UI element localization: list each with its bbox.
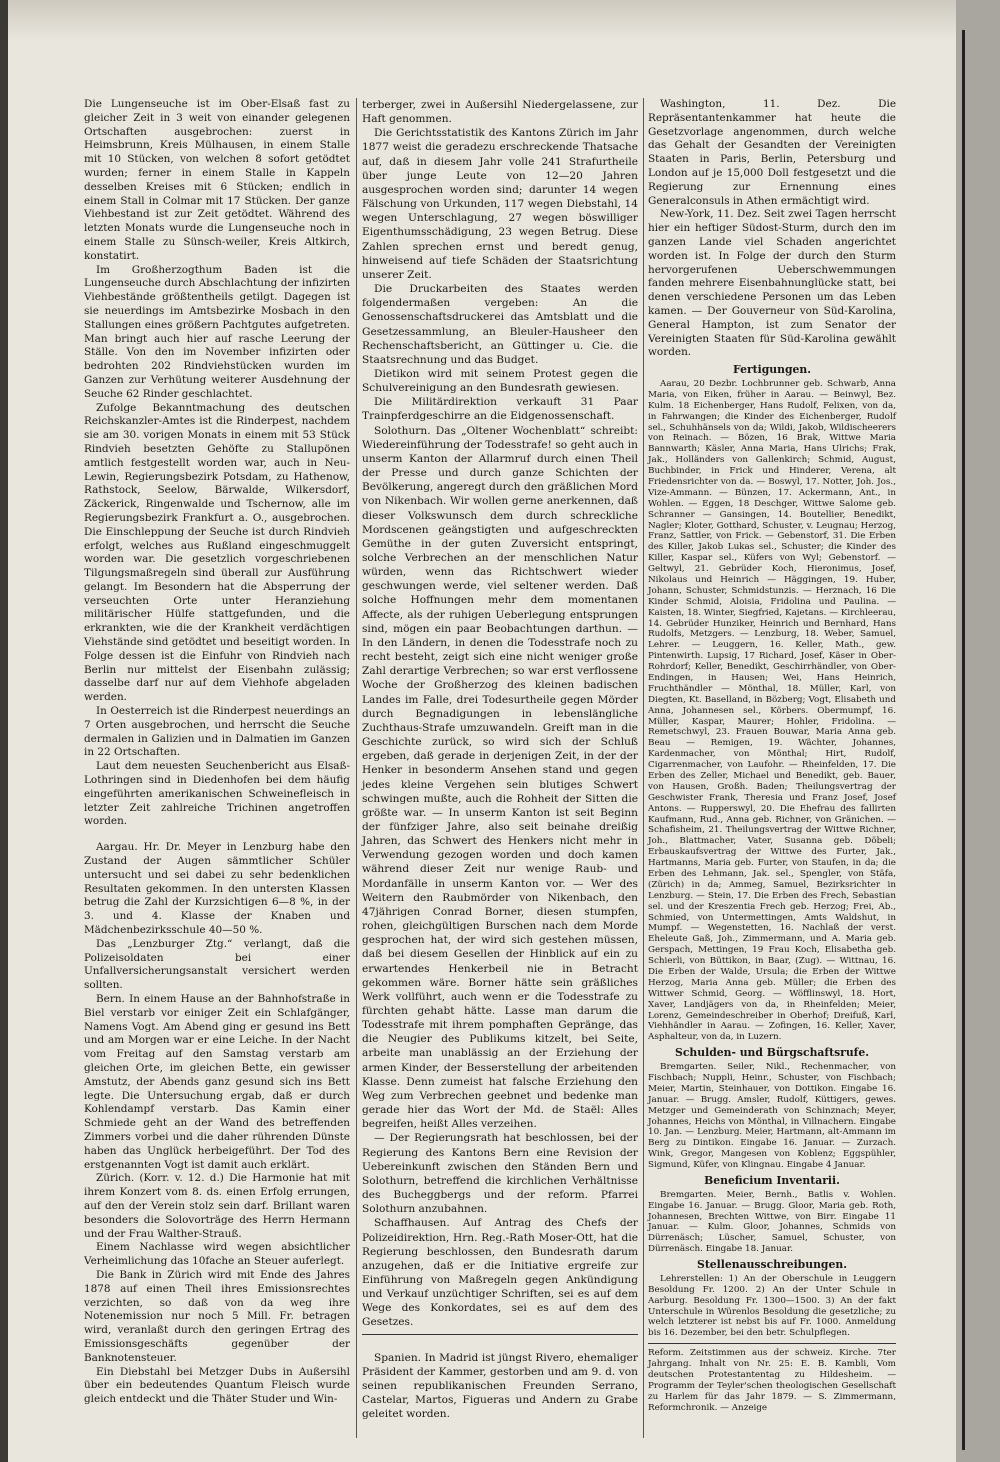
notice-text: Lehrerstellen: 1) An der Oberschule in Leuggern Besoldung Fr. 1200. 2) An der Unter Schule in Aarburg. Besoldung Fr. 1300—1500. 3) An der fakt Unterschule in Würenlos Besoldung die gesetzliche; zu welch letzterer ist nebst bis auf Fr. 1000. Anmeldung bis 16. Dezember, bei den betr. Schulpflegen. [648, 1273, 896, 1339]
article-paragraph: terberger, zwei in Außersihl Niedergelassene, zur Haft genommen. [362, 99, 638, 126]
article-paragraph: Einem Nachlasse wird wegen absichtlicher Verheimlichung das 10fache an Steuer auferlegt. [84, 1241, 350, 1268]
spacer [84, 829, 350, 841]
article-paragraph: Washington, 11. Dez. Die Repräsentantenkammer hat heute die Gesetzvorlage angenommen, durch welche das Gehalt der Gesandten der Vereinigten Staaten in Paris, Berlin, Petersburg und London auf je 15,000 Doll festgesetzt und die Regierung zur Ernennung eines Generalconsuls in Athen ermächtigt wird. [648, 98, 896, 207]
page-border-rule [962, 30, 965, 1450]
article-paragraph: Schaffhausen. Auf Antrag des Chefs der Polizeidirektion, Hrn. Reg.-Rath Moser-Ott, hat die Regierung beschlossen, den Bundesrath darum anzugehen, daß er die Initiative ergreife zur Einführung von Maßregeln gegen Ankündigung und Verkauf unzüchtiger Schriften, sei es auf dem Wege des Konkordates, sei es auf dem des Gesetzes. [362, 1217, 638, 1329]
article-paragraph: Bern. In einem Hause an der Bahnhofstraße in Biel verstarb vor einiger Zeit ein Schlafgänger, Namens Vogt. Am Abend ging er gesund ins Bett und am Morgen war er eine Leiche. In der Nacht vom Freitag auf den Samstag verstarb am gleichen Orte, im gleichen Bette, ein gewisser Amstutz, der Abends ganz gesund sich ins Bett legte. Die Untersuchung ergab, daß er durch Kohlendampf verstarb. Das Kamin einer Schmiede geht an der Wand des betreffenden Zimmers vorbei und die daher rührenden Dünste haben das Unglück herbeigeführt. Der Tod des erstgenannten Vogt ist damit auch erklärt. [84, 993, 350, 1171]
article-paragraph: Die Lungenseuche ist im Ober-Elsaß fast zu gleicher Zeit in 3 weit von einander gelegenen Ortschaften ausgebrochen: zuerst in Heimsbrunn, Kreis Mülhausen, in einem Stalle mit 10 Stücken, von welchen 8 sofort getödtet wurden; ferner in einem Stalle in Kappeln desselben Kreises mit 6 Stücken; endlich in einem Stall in Colmar mit 17 Stücken. Der ganze Viehbestand ist zur Zeit getödtet. Während des letzten Monats wurde die Lungenseuche noch in einem Stalle zu Sünsch-weiler, Kreis Altkirch, konstatirt. [84, 98, 350, 262]
article-paragraph: — Der Regierungsrath hat beschlossen, bei der Regierung des Kantons Bern eine Revision der Uebereinkunft zwischen den Ständen Bern und Solothurn, betreffend die kirchlichen Verhältnisse des Bucheggbergs und der reform. Pfarrei Solothurn anzubahnen. [362, 1132, 638, 1216]
article-paragraph: Ein Diebstahl bei Metzger Dubs in Außersihl über ein bedeutendes Quantum Fleisch wurde gleich entdeckt und die Thäter Studer und Win- [84, 1365, 350, 1406]
advertisement-text: Reform. Zeitstimmen aus der schweiz. Kirche. 7ter Jahrgang. Inhalt von Nr. 25: E. B. Kambli, Vom deutschen Protestantentag zu Hildesheim. — Programm der Teyler'schen theologischen Gesellschaft zu Harlem für das Jahr 1879. — S. Zimmermann, Reformchronik. — Anzeige [648, 1348, 896, 1413]
article-paragraph: Aargau. Hr. Dr. Meyer in Lenzburg habe den Zustand der Augen sämmtlicher Schüler untersucht und sei dabei zu sehr bedenklichen Resultaten gekommen. In den untersten Klassen betrug die Zahl der Kurzsichtigen 6—8 %, in der 3. und 4. Klasse der Knaben und Mädchenbezirksschule 40—50 %. [84, 841, 350, 937]
article-paragraph: Laut dem neuesten Seuchenbericht aus Elsaß-Lothringen sind in Diedenhofen bei dem häufig eingeführten amerikanischen Schweinefleisch in letzter Zeit zahlreiche Trichinen angetroffen worden. [84, 760, 350, 828]
article-paragraph: Dietikon wird mit seinem Protest gegen die Schulvereinigung an den Bundesrath gewiesen. [362, 367, 638, 395]
article-paragraph: Die Gerichtsstatistik des Kantons Zürich im Jahr 1877 weist die geradezu erschreckende Thatsache auf, daß in diesem Jahr volle 241 Strafurtheile über junge Leute von 12—20 Jahren ausgesprochen worden sind; darunter 14 wegen Fälschung von Urkunden, 117 wegen Diebstahl, 14 wegen Unterschlagung, 27 wegen böswilliger Eigenthumsschädigung, 23 wegen Betrug. Diese Zahlen sprechen ernst und beredt genug, hinweisend auf tiefe Schäden der Staatsrichtung unserer Zeit. [362, 127, 638, 281]
article-paragraph: Die Druckarbeiten des Staates werden folgendermaßen vergeben: An die Genossenschaftsdruckerei das Amtsblatt und die Gesetzessammlung, an Bleuler-Hausheer den Rechenschaftsbericht, an Güttinger u. Cie. die Staatsrechnung und das Budget. [362, 283, 638, 366]
article-paragraph: Die Militärdirektion verkauft 31 Paar Trainpferdgeschirre an die Eidgenossenschaft. [362, 396, 638, 423]
article-paragraph: Im Großherzogthum Baden ist die Lungenseuche durch Abschlachtung der infizirten Viehbestände größtentheils getilgt. Dagegen ist sie neuerdings im Amtsbezirke Mosbach in den Stallungen eines größern Pachtgutes aufgetreten. Man bringt auch hier auf rasche Leerung der Ställe. Von den im November infizirten oder bedrohten 202 Rindviehstücken wurden im Ganzen zur Verhütung weiterer Ausdehnung der Seuche 62 Rinder geschlachtet. [84, 263, 350, 400]
spacer [362, 1339, 638, 1351]
page-top-shadow [8, 0, 956, 40]
article-paragraph: Die Bank in Zürich wird mit Ende des Jahres 1878 auf einen Theil ihres Emissionsrechtes verzichten, so daß von da weg ihre Notenemission nur noch 5 Mill. Fr. betragen wird, veranlaßt durch den geringen Ertrag des Emissionsgeschäfts gegenüber der Banknotensteuer. [84, 1268, 350, 1364]
column-1 [84, 98, 350, 1407]
article-paragraph: New-York, 11. Dez. Seit zwei Tagen herrscht hier ein heftiger Südost-Sturm, durch den im ganzen Lande viel Schaden angerichtet worden ist. In Folge der durch den Sturm hervorgerufenen Ueberschwemmungen fanden mehrere Eisenbahnunglücke statt, bei denen verschiedene Personen um das Leben kamen. — Der Gouverneur von Süd-Karolina, General Hampton, ist zum Senator der Vereinigten Staaten für Süd-Karolina gewählt worden. [648, 208, 896, 359]
article-paragraph: Solothurn. Das „Oltener Wochenblatt“ schreibt: Wiedereinführung der Todesstrafe! so geht auch in unserm Kanton der Allarmruf durch einen Theil der Presse und durch ganze Schichten der Bevölkerung, angeregt durch den gräßlichen Mord von Nikenbach. Wir wollen gerne anerkennen, daß dieser Volkswunsch dem durch schreckliche Mordscenen geängstigten und aufgeschreckten Gemüthe in der guten Zuversicht entspringt, solche Verbrechen an der menschlichen Natur würden, wenn das Richtschwert wieder geschwungen werde, viel seltener werden. Daß solche Hoffnungen mehr dem momentanen Affecte, als der ruhigen Ueberlegung entsprungen sind, mögen ein paar Beobachtungen darthun. — In den Ländern, in denen die Todesstrafe noch zu recht besteht, zeigt sich eine nicht weniger große Zahl derartige Verbrechen; so war erst verflossene Woche der Großherzog des kleinen badischen Landes im Falle, drei Todesurtheile gegen Mörder durch Begnadigungen in lebenslängliche Zuchthaus-Strafe umzuwandeln. Greift man in die Geschichte zurück, so wird sich der Schluß ergeben, daß gerade in derjenigen Zeit, in der der Henker in besonderm Ansehen stand und gegen jedes kleine Vergehen sein blutiges Schwert schwingen mußte, auch die Rohheit der Sitten die größte war. — In unserm Kanton ist seit Beginn der fünfziger Jahre, also seit beinahe dreißig Jahren, das Schwert des Henkers nicht mehr in Verwendung gezogen worden und doch kamen während dieser Zeit nur wenige Raub- und Mordanfälle in unserm Kanton vor. — Wer des Weitern den Raubmörder von Nikenbach, den 47jährigen Conrad Borner, diesen stumpfen, rohen, gleichgültigen Burschen nach dem Morde gesprochen hat, der wird sich gestehen müssen, daß bei diesem Gesellen der Hinblick auf ein zu erwartendes Henkerbeil nie in Betracht gekommen wäre. Borner hätte sein gräßliches Werk vollführt, auch wenn er die Todesstrafe zu fürchten gehabt hätte. Lasse man darum die Todesstrafe mit ihrem pomphaften Gepränge, das die Neugier des Publikums kitzelt, bei Seite, arbeite man unablässig an der Erziehung der armen Kinder, der Besserstellung der arbeitenden Klasse. Denn zumeist hat falsche Erziehung den Weg zum Verbrechen geebnet und bedenke man gerade hier das Wort der Md. de Staël: Alles begreifen, heißt Alles verzeihen. [362, 424, 638, 1131]
section-heading: Beneficium Inventarii. [704, 1173, 840, 1187]
article-paragraph: Spanien. In Madrid ist jüngst Rivero, ehemaliger Präsident der Kammer, gestorben und am 9. d. von seinen republikanischen Freunden Serrano, Castelar, Martos, Figueras und Andern zu Grabe geleitet worden. [362, 1351, 638, 1421]
article-paragraph: Das „Lenzburger Ztg.“ verlangt, daß die Polizeisoldaten bei einer Unfallversicherungsanstalt versichert werden sollten. [84, 937, 350, 992]
article-paragraph: Zürich. (Korr. v. 12. d.) Die Harmonie hat mit ihrem Konzert vom 8. ds. einen Erfolg errungen, auf den der Verein stolz sein darf. Brillant waren besonders die Solovorträge des Herrn Hermann und der Frau Walther-Strauß. [84, 1172, 350, 1240]
column-2 [362, 98, 638, 1421]
notice-text: Bremgarten. Meier, Bernh., Batlis v. Wohlen. Eingabe 16. Januar. — Brugg. Gloor, Maria geb. Roth, Johannesen, Brechten Wittwe, von Birr. Eingabe 11 Januar. — Kulm. Gloor, Johannes, Schmids von Dürrenäsch; Lüscher, Samuel, Schuster, von Dürrenäsch. Eingabe 18. Januar. [648, 1189, 896, 1255]
section-heading: Fertigungen. [733, 363, 811, 377]
notice-text: Bremgarten. Seiler, Nikl., Rechenmacher, von Fischbach; Nuppli, Heinr., Schuster, von Fischbach; Meier, Martin, Steinhauer, von Dottikon. Eingabe 16. Januar. — Brugg. Amsler, Rudolf, Küttigers, gewes. Metzger und Gemeinderath von Schinznach; Meyer, Johannes, Heichs von Mönthal, in Villnachern. Eingabe 10. Jan. — Lenzburg. Meier, Hartmann, alt-Ammann im Berg zu Dintikon. Eingabe 16. Januar. — Zurzach. Wink, Gregor, Mangesen von Koblenz; Eggspühler, Sigmund, Küfer, von Klingnau. Eingabe 4 Januar. [648, 1062, 896, 1171]
article-paragraph: In Oesterreich ist die Rinderpest neuerdings an 7 Orten ausgebrochen, und herrscht die Seuche dermalen in Galizien und in Dalmatien im Ganzen in 22 Ortschaften. [84, 705, 350, 759]
notice-text: Aarau, 20 Dezbr. Lochbrunner geb. Schwarb, Anna Maria, von Eiken, früher in Aarau. — Beinwyl, Bez. Kulm. 18 Eichenberger, Hans Rudolf, Felixen, von da, in Fahrwangen; die Kinder des Eichenberger, Rudolf sel., Schuhhänsels von da; Wildi, Jakob, Wildischeerers von Reinach. — Bözen, 16 Brak, Wittwe Maria Bannwarth; Käsler, Anna Maria, Hans Ulrichs; Frak, Jak., Holländers von Gallenkirch; Schmid, August, Buchbinder, in Frick und Hinderer, Verena, alt Friedensrichter von da. — Boswyl, 17. Notter, Joh. Jos., Vize-Ammann. — Bünzen, 17. Ackermann, Ant., in Wohlen. — Eggen, 18 Deschger, Wittwe Salome geb. Schranner — Gansingen, 14. Boutellier, Benedikt, Nagler; Kloter, Gotthard, Schuster, v. Leugnau; Herzog, Franz, Sattler, von Frick. — Gebenstorf, 31. Die Erben des Killer, Jakob Lukas sel., Schuster; die Kinder des Killer, Kaspar sel., Küfers von Wyl; Gebenstorf. — Geltwyl, 21. Gebrüder Koch, Hieronimus, Josef, Nikolaus und Heinrich — Häggingen, 19. Huber, Johann, Schuster, Schmidstunzis. — Herznach, 16 Die Kinder Schmid, Aloisia, Fridolina und Paulina. — Kaisten, 18. Winter, Siegfried, Kajetans. — Kirchleerau, 14. Gebrüder Hunziker, Heinrich und Bernhard, Hans Rudolfs, Metzgers. — Lenzburg, 18. Weber, Samuel, Lehrer. — Leuggern, 16. Keller, Math., gew. Pintenwirth. Lupsig, 17 Richard, Josef, Käser in Ober-Rohrdorf; Keller, Benedikt, Geschirrhändler, von Ober-Endingen, in Hausen; Wei, Hans Heinrich, Fruchthändler — Mönthal, 18. Müller, Karl, von Diegten, Kt. Baselland, in Bözberg; Vogt, Elisabeth und Anna, Johannesen sel., Körbers. Obermumpf, 16. Müller, Kaspar, Maurer; Hohler, Fridolina. — Remetschwyl, 23. Frauen Bouwar, Maria Anna geb. Beau — Remigen, 19. Wächter, Johannes, Kardenmacher, von Mönthal; Hirt, Rudolf, Cigarrenmacher, von Laufohr. — Rheinfelden, 17. Die Erben des Zeller, Michael und Benedikt, geb. Bauer, von Hausen, Großh. Baden; Theilungsvertrag der Geschwister Frank, Theresia und Franz Josef, Josef Antons. — Rupperswyl, 20. Die Ehefrau des fallirten Kaufmann, Rud., Anna geb. Richner, von Gränichen. — Schafisheim, 21. Theilungsvertrag der Wittwe Richner, Joh., Blattmacher, Vater, Susanna geb. Döbeli; Erbauskaufsvertrag der Wittwe des Furter, Jak., Hartmanns, Maria geb. Furter, von Staufen, in da; die Erben des Lehmann, Jak. sel., Spengler, von Stäfa, (Zürich) in da; Ammeg, Samuel, Bezirksrichter in Lenzburg. — Stein, 17. Die Erben des Frech, Sebastian sel. und der Kreszentia Frech geb. Herzog; Frei, Ab., Schmied, von Untermettingen, Amts Waldshut, in Mumpf. — Wegenstetten, 16. Nachlaß der verst. Eheleute Gaß, Joh., Zimmermann, und A. Maria geb. Gerspach, Mettingen, 19 Frau Koch, Elisabetha geb. Schierli, von Büttikon, in Baar, (Zug). — Wittnau, 16. Die Erben der Walde, Ursula; die Erben der Wittwe Herzog, Maria Anna geb. Müller; die Erben des Wittwer Schmid, Georg. — Wöfflinswyl, 18. Hort, Xaver, Landjägers von da, in Rheinfelden; Meier, Lorenz, Gemeindeschreiber in Oberhof; Dreifuß, Karl, Viehhändler in Aarau. — Zofingen, 16. Keller, Xaver, Asphalteur, von da, in Luzern. [648, 378, 896, 1043]
article-paragraph: Zufolge Bekanntmachung des deutschen Reichskanzler-Amtes ist die Rinderpest, nachdem sie am 30. vorigen Monats in einem mit 53 Stück Rindvieh besetzten Gehöfte zu Stallupönen amtlich festgestellt worden war, auch in Neu-Lewin, Regierungsbezirk Potsdam, zu Hathenow, Rathstock, Seelow, Bärwalde, Wilkersdorf, Zäckerick, Ringenwalde und Tschernow, alle im Regierungsbezirk Frankfurt a. O., ausgebrochen. Die Einschleppung der Seuche ist durch Rindvieh erfolgt, welches aus Rußland eingeschmuggelt worden war. Die gesetzlich vorgeschriebenen Tilgungsmaßregeln sind überall zur Ausführung gelangt. Im Besondern hat die Absperrung der verseuchten Orte unter Heranziehung militärischer Hülfe stattgefunden, und die erkrankten, wie die der Krankheit verdächtigen Viehstände sind getödtet und beseitigt worden. In Folge dessen ist die Einfuhr von Rindvieh nach Berlin nur mittelst der Eisenbahn zulässig; dasselbe darf nur auf dem Viehhofe abgeladen werden. [84, 401, 350, 704]
section-heading: Stellenausschreibungen. [697, 1258, 847, 1272]
section-heading: Schulden- und Bürgschaftsrufe. [675, 1046, 869, 1060]
section-rule [362, 1334, 638, 1335]
column-divider [643, 98, 644, 1438]
section-rule [648, 1343, 896, 1344]
column-3 [648, 98, 896, 1414]
column-divider [356, 98, 357, 1438]
